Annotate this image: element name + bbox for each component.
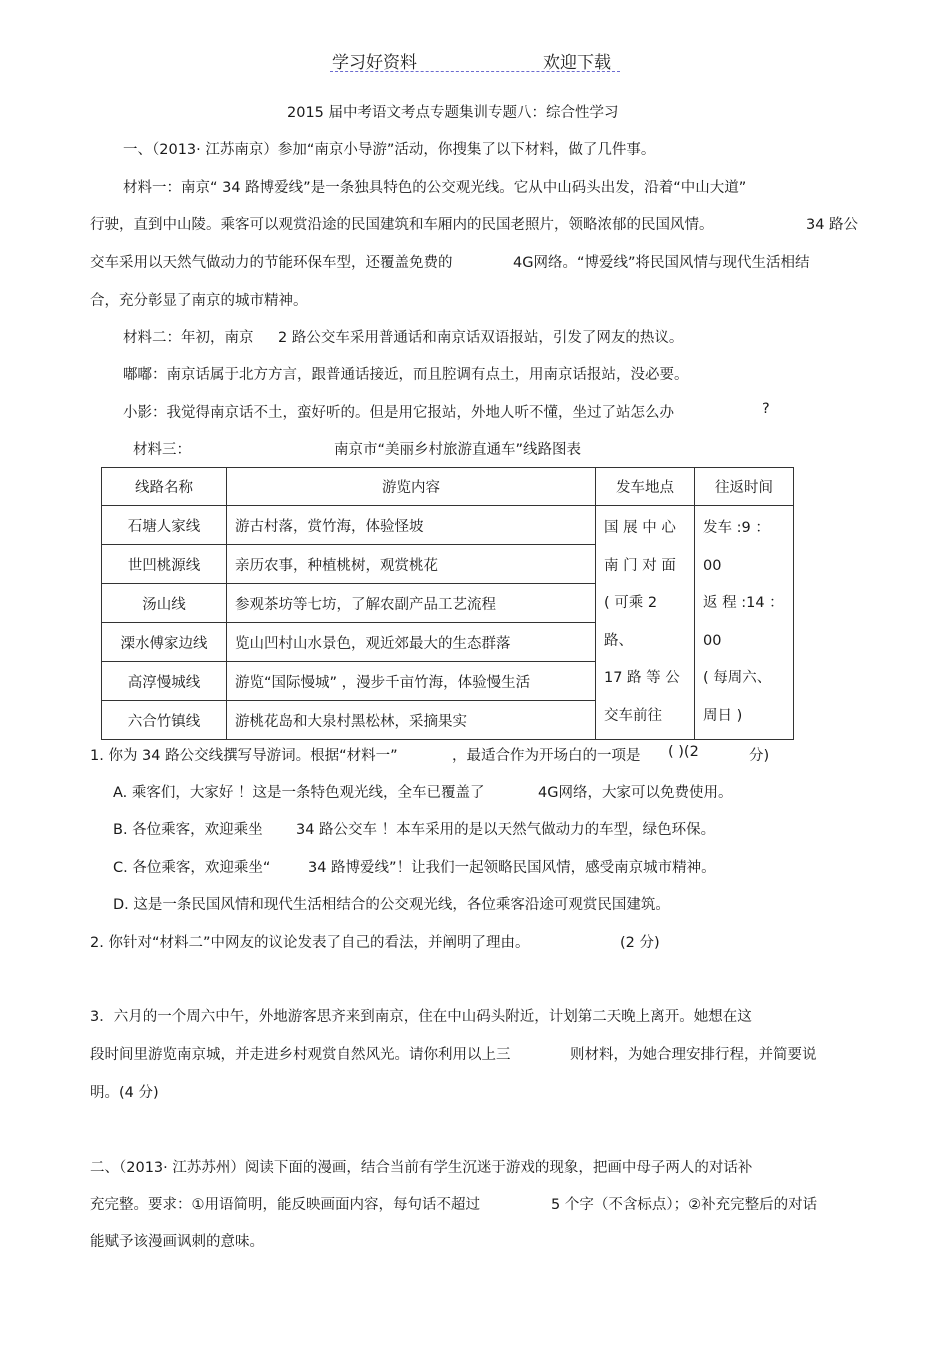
question1-points: 分) [749, 748, 770, 764]
route-name-cell: 六合竹镇线 [102, 701, 227, 740]
time-line: 00 [703, 632, 722, 649]
option-a: A. 乘客们，大家好 ！这是一条特色观光线，全车已覆盖了 [113, 785, 485, 801]
departure-place-line: ( 可乘 2 路、 [604, 595, 658, 649]
time-line: ( 每周六、 [703, 670, 772, 686]
material2-xiaoying-question-mark: ? [762, 401, 770, 417]
time-line: 周日 ) [703, 707, 743, 724]
material2-text: 2 路公交车采用普通话和南京话双语报站，引发了网友的热议。 [278, 330, 684, 346]
material1-line4: 合，充分彰显了南京的城市精神。 [90, 293, 308, 309]
table-header-cell: 往返时间 [695, 468, 794, 506]
question3-line2-end: 则材料，为她合理安排行程，并简要说 [570, 1047, 817, 1063]
question3-line1: 3．六月的一个周六中午，外地游客思齐来到南京，住在中山码头附近，计划第二天晚上离开。她想在这 [90, 1009, 752, 1025]
document-title: 2015 届中考语文考点专题集训专题八：综合性学习 [287, 105, 619, 121]
route-content-cell: 游览“国际慢城” ，漫步千亩竹海，体验慢生活 [227, 662, 596, 701]
section2-line2-end: 5 个字（不含标点）；②补充完整后的对话 [551, 1197, 818, 1213]
departure-place-line: 国 展 中 心 [604, 520, 676, 536]
route-name-cell: 溧水傅家边线 [102, 623, 227, 662]
material2-dudu: 嘟嘟：南京话属于北方方言，跟普通话接近，而且腔调有点土，用南京话报站，没必要。 [123, 367, 689, 383]
route-name-cell: 汤山线 [102, 584, 227, 623]
material3-label: 材料三： [133, 442, 191, 458]
route-name-cell: 高淳慢城线 [102, 662, 227, 701]
question3-line3: 明。(4 分) [90, 1085, 159, 1101]
option-b-end: 34 路公交车 ！本车采用的是以天然气做动力的车型，绿色环保。 [296, 822, 716, 838]
route-name-cell: 石塘人家线 [102, 506, 227, 545]
material1-line3: 交车采用以天然气做动力的节能环保车型，还覆盖免费的 [90, 255, 453, 271]
question1-stem-part2: ，最适合作为开场白的一项是 [452, 748, 641, 764]
material1-line2: 行驶，直到中山陵。乘客可以观赏沿途的民国建筑和车厢内的民国老照片，领略浓郁的民国风情。 [90, 217, 714, 233]
material2-label: 材料二：年初，南京 [123, 330, 254, 346]
route-content-cell: 游桃花岛和大泉村黑松林，采摘果实 [227, 701, 596, 740]
material1-line1: 材料一：南京“ 34 路博爱线”是一条独具特色的公交观光线。它从中山码头出发，沿着“中山大道” [123, 180, 747, 196]
option-d: D. 这是一条民国风情和现代生活相结合的公交观光线，各位乘客沿途可观赏民国建筑。 [113, 897, 670, 913]
table-header-cell: 发车地点 [596, 468, 695, 506]
option-c-end: 34 路博爱线”！让我们一起领略民国风情，感受南京城市精神。 [308, 860, 716, 876]
departure-place-line: 交车前往 [604, 707, 662, 724]
material1-line2-end: 34 路公 [806, 217, 859, 233]
section2-line1: 二、（2013· 江苏苏州）阅读下面的漫画，结合当前有学生沉迷于游戏的现象，把画中母子两人的对话补 [90, 1160, 753, 1176]
question3-line2: 段时间里游览南京城，并走进乡村观赏自然风光。请你利用以上三 [90, 1047, 511, 1063]
question1-stem: 1. 你为 34 路公交线撰写导游词。根据“材料一” [90, 748, 398, 764]
departure-place-line: 南 门 对 面 [604, 557, 676, 574]
table-header-cell: 游览内容 [227, 468, 596, 506]
route-content-cell: 参观茶坊等七坊，了解农副产品工艺流程 [227, 584, 596, 623]
option-c: C. 各位乘客，欢迎乘坐“ [113, 860, 271, 876]
question1-bracket: ( )(2 [668, 744, 699, 760]
material2-xiaoying: 小影：我觉得南京话不土，蛮好听的。但是用它报站，外地人听不懂，坐过了站怎么办 [123, 405, 674, 421]
time-line: 发车 :9 ： 00 [703, 520, 770, 574]
option-b: B. 各位乘客，欢迎乘坐 [113, 822, 263, 838]
option-a-end: 4G网络，大家可以免费使用。 [538, 785, 733, 801]
section2-line2: 充完整。要求：①用语简明，能反映画面内容，每句话不超过 [90, 1197, 480, 1213]
header-right-text: 欢迎下载 [543, 53, 611, 73]
route-content-cell: 游古村落，赏竹海，体验怪坡 [227, 506, 596, 545]
round-trip-time-cell [695, 506, 794, 740]
route-content-cell: 览山凹村山水景色，观近郊最大的生态群落 [227, 623, 596, 662]
table-row [102, 506, 794, 545]
section1-intro: 一、（2013· 江苏南京）参加“南京小导游”活动，你搜集了以下材料，做了几件事。 [123, 142, 656, 158]
question2-points: (2 分) [620, 935, 660, 951]
table-caption: 南京市“美丽乡村旅游直通车”线路图表 [334, 442, 582, 458]
header-dashed-underline [330, 71, 620, 72]
section2-line3: 能赋予该漫画讽刺的意味。 [90, 1234, 264, 1250]
material1-line3-end: 4G网络。“博爱线”将民国风情与现代生活相结 [513, 255, 810, 271]
departure-place-line: 17 路 等 公 [604, 670, 680, 686]
table-header-cell: 线路名称 [102, 468, 227, 506]
departure-place-cell [596, 506, 695, 740]
route-table [101, 467, 794, 740]
table-header-row [102, 468, 794, 506]
header-left-text: 学习好资料 [332, 53, 417, 73]
time-line: 返 程 :14 ： [703, 595, 784, 611]
question2-stem: 2. 你针对“材料二”中网友的议论发表了自己的看法，并阐明了理由。 [90, 935, 530, 951]
route-name-cell: 世凹桃源线 [102, 545, 227, 584]
route-content-cell: 亲历农事，种植桃树，观赏桃花 [227, 545, 596, 584]
